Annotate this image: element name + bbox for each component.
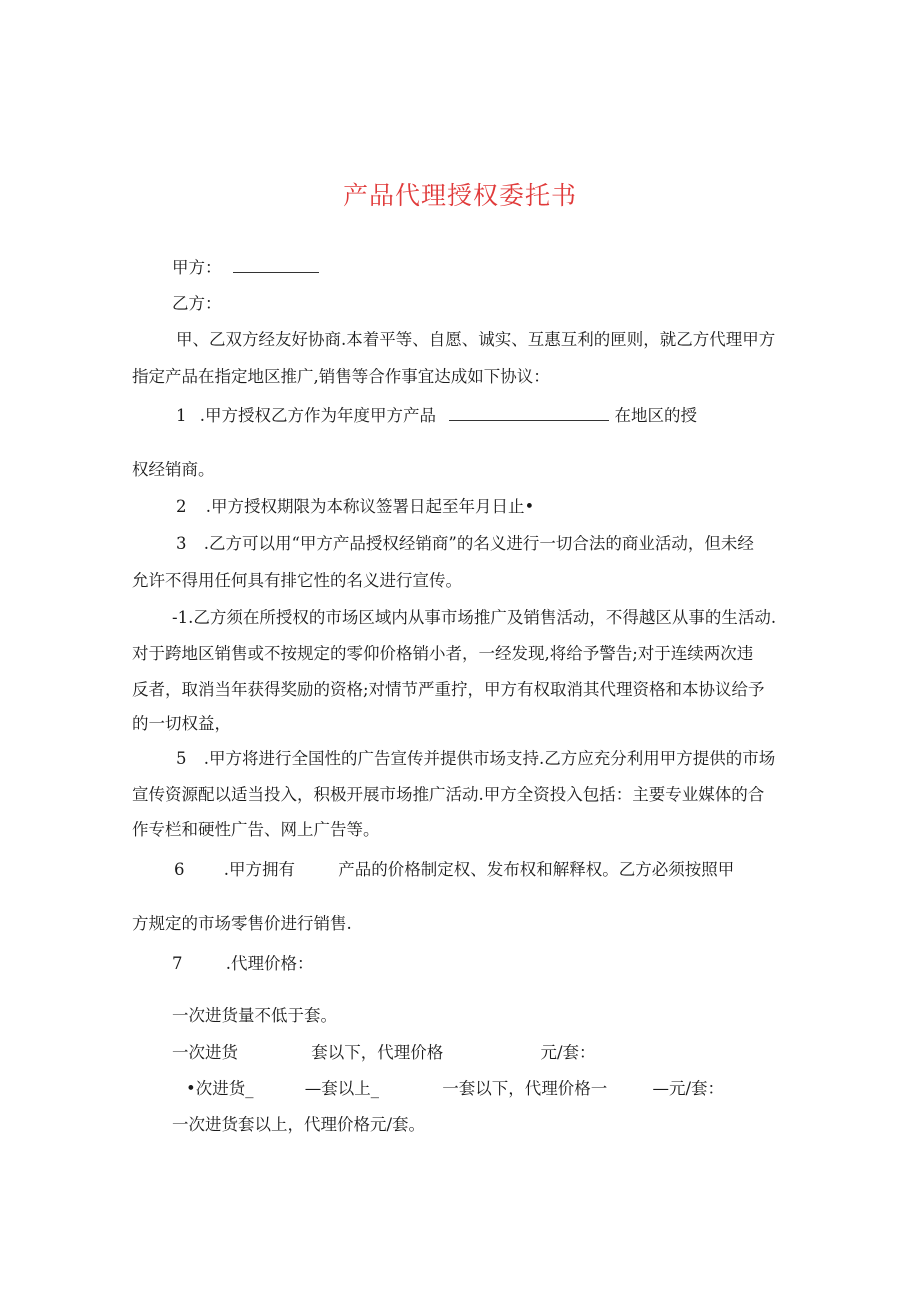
clause-2-number: 2: [176, 497, 187, 516]
price-line-3-c: 一套以下，代理价格一: [442, 1079, 608, 1098]
price-line-3-d: —元/套：: [652, 1079, 725, 1098]
clause-2-text: .甲方授权期限为本称议签署日起至年月日止•: [205, 497, 535, 516]
document-title: 产品代理授权委托书: [342, 181, 577, 210]
price-line-3-b: —套以上_: [304, 1079, 379, 1098]
party-a-label: 甲方：: [172, 258, 222, 277]
clause-5-line-3: 作专栏和硬性广告、网上广告等。: [132, 820, 380, 839]
clause-1-line-2: 权经销商。: [132, 460, 215, 479]
clause-5-line-2: 宣传资源配以适当投入，积极开展市场推广活动.甲方全资投入包括：主要专业媒体的合: [132, 785, 765, 804]
clause-4-line-4: 的一切权益，: [132, 714, 231, 733]
clause-7-text: .代理价格：: [225, 954, 314, 973]
clause-6-line-1: [174, 860, 734, 880]
clause-1-number: 1: [176, 406, 187, 425]
clause-6-text-a: .甲方拥有: [223, 860, 295, 879]
clause-6-number: 6: [174, 860, 185, 879]
intro-line-2: 指定产品在指定地区推广,销售等合作事宜达成如下协议：: [132, 367, 550, 386]
clause-3-number: 3: [176, 534, 187, 553]
intro-line-1: 甲、乙双方经友好协商.本着平等、自愿、诚实、互惠互利的匣则，就乙方代理甲方: [176, 330, 776, 349]
price-line-2-c: 元/套：: [540, 1043, 596, 1062]
price-line-4: 一次进货套以上，代理价格元/套。: [172, 1115, 426, 1134]
price-line-3-a: •次进货_: [186, 1079, 254, 1098]
clause-1-line-1: [176, 406, 697, 426]
price-line-3: [186, 1079, 724, 1099]
party-a-line: [172, 258, 319, 278]
clause-4-line-1: -1.乙方须在所授权的市场区域内从事市场推广及销售活动，不得越区从事的生活动.: [172, 608, 777, 627]
clause-6-text-b: 产品的价格制定权、发布权和解释权。乙方必须按照甲: [338, 860, 735, 879]
clause-4-line-3: 反者，取消当年获得奖励的资格;对情节严重拧，甲方有权取消其代理资格和本协议给予: [132, 680, 765, 699]
price-line-1: 一次进货量不低于套。: [172, 1006, 337, 1025]
clause-5-line-1: [176, 749, 775, 769]
clause-1-text-b: 在地区的授: [614, 406, 697, 425]
clause-3-text: .乙方可以用“甲方产品授权经销商”的名义进行一切合法的商业活动，但未经: [203, 534, 754, 553]
party-a-blank: [233, 258, 319, 273]
clause-2-line: [176, 497, 534, 517]
price-line-2-b: 套以下，代理价格: [311, 1043, 444, 1062]
clause-1-product-blank: [449, 406, 609, 421]
clause-5-text: .甲方将进行全国性的广告宣传并提供市场支持.乙方应充分利用甲方提供的市场: [203, 749, 776, 768]
party-b-line: [172, 294, 222, 314]
clause-5-number: 5: [176, 749, 187, 768]
clause-3-line-1: [176, 534, 754, 554]
party-b-label: 乙方：: [172, 294, 222, 313]
price-line-2: [172, 1043, 596, 1063]
clause-4-line-2: 对于跨地区销售或不按规定的零仰价格销小者，一经发现,将给予警告;对于连续两次违: [132, 644, 754, 663]
clause-3-line-2: 允许不得用任何具有排它性的名义进行宣传。: [132, 571, 462, 590]
price-line-2-a: 一次进货: [172, 1043, 238, 1062]
clause-7-line: [172, 954, 314, 974]
clause-1-text-a: .甲方授权乙方作为年度甲方产品: [199, 406, 436, 425]
clause-7-number: 7: [172, 954, 183, 973]
clause-6-line-2: 方规定的市场零售价进行销售.: [132, 914, 352, 933]
